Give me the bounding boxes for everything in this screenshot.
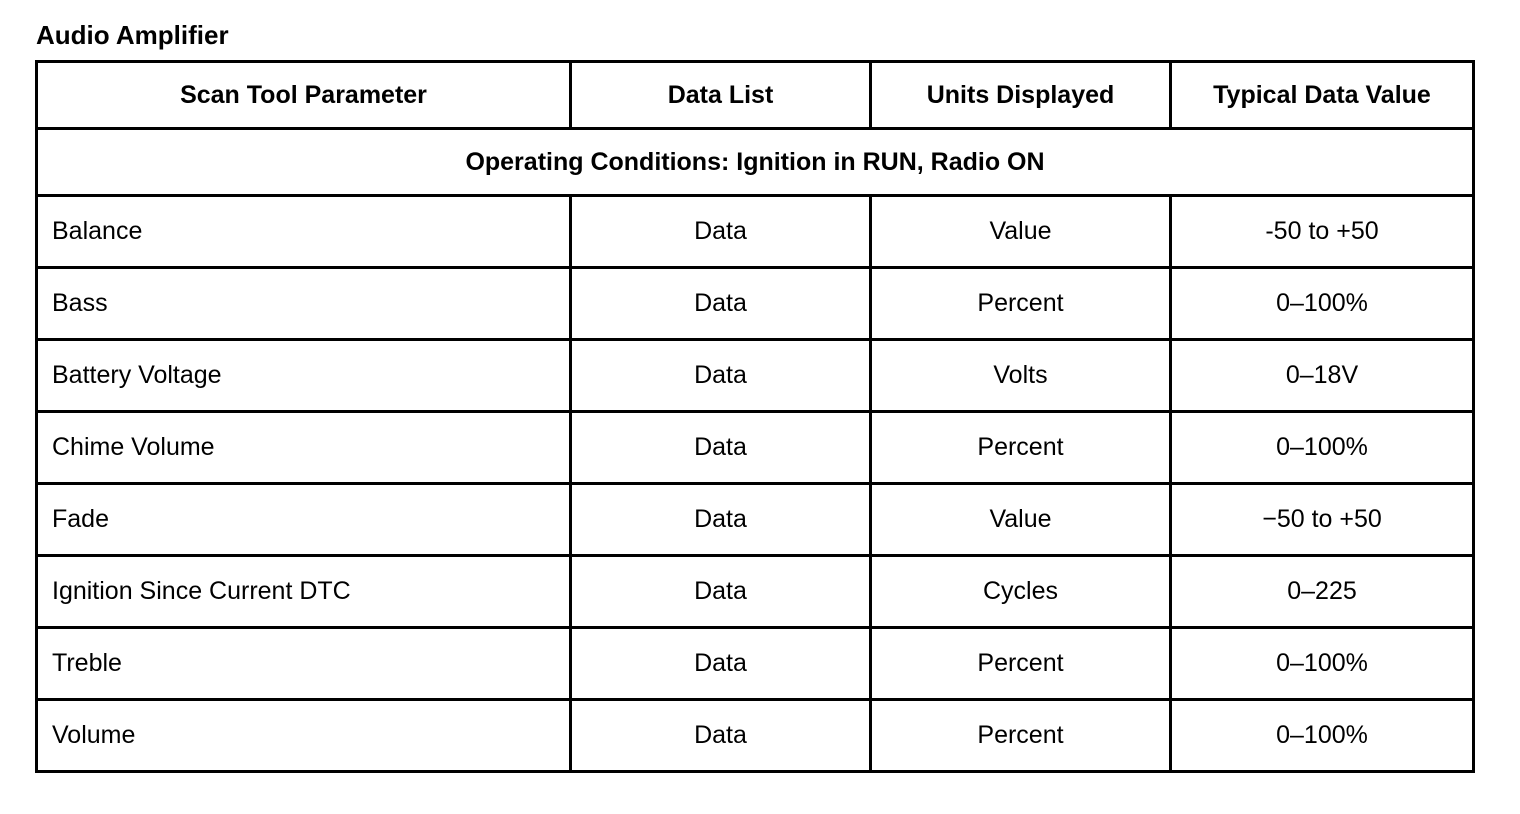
units-cell: Percent [871, 412, 1171, 484]
data-list-cell: Data [571, 556, 871, 628]
table-row [37, 484, 1474, 556]
table-row [37, 628, 1474, 700]
section-row [37, 129, 1474, 196]
header-scan-tool-parameter: Scan Tool Parameter [37, 62, 571, 129]
data-list-cell: Data [571, 412, 871, 484]
header-typical-data-value: Typical Data Value [1171, 62, 1474, 129]
table-row [37, 556, 1474, 628]
units-cell: Percent [871, 268, 1171, 340]
data-list-cell: Data [571, 340, 871, 412]
document-title: Audio Amplifier [36, 20, 229, 50]
parameter-cell: Bass [37, 268, 571, 340]
units-cell: Value [871, 196, 1171, 268]
typical-value-cell: 0–100% [1171, 700, 1474, 772]
header-units-displayed: Units Displayed [871, 62, 1171, 129]
data-list-cell: Data [571, 484, 871, 556]
table-row [37, 700, 1474, 772]
typical-value-cell: 0–18V [1171, 340, 1474, 412]
table-row [37, 412, 1474, 484]
table-row [37, 196, 1474, 268]
data-list-cell: Data [571, 268, 871, 340]
typical-value-cell: -50 to +50 [1171, 196, 1474, 268]
data-list-cell: Data [571, 700, 871, 772]
parameter-cell: Treble [37, 628, 571, 700]
parameter-cell: Fade [37, 484, 571, 556]
table-row [37, 268, 1474, 340]
typical-value-cell: 0–100% [1171, 412, 1474, 484]
parameter-cell: Ignition Since Current DTC [37, 556, 571, 628]
data-list-cell: Data [571, 628, 871, 700]
typical-value-cell: −50 to +50 [1171, 484, 1474, 556]
header-data-list: Data List [571, 62, 871, 129]
table-row [37, 340, 1474, 412]
typical-value-cell: 0–100% [1171, 268, 1474, 340]
parameter-cell: Battery Voltage [37, 340, 571, 412]
typical-value-cell: 0–100% [1171, 628, 1474, 700]
table-header-row [37, 62, 1474, 129]
units-cell: Value [871, 484, 1171, 556]
units-cell: Volts [871, 340, 1171, 412]
data-list-cell: Data [571, 196, 871, 268]
parameter-cell: Balance [37, 196, 571, 268]
parameter-cell: Chime Volume [37, 412, 571, 484]
parameter-cell: Volume [37, 700, 571, 772]
operating-conditions-label: Operating Conditions: Ignition in RUN, Radio ON [37, 129, 1474, 196]
typical-value-cell: 0–225 [1171, 556, 1474, 628]
scan-tool-data-table [35, 60, 1475, 773]
units-cell: Percent [871, 628, 1171, 700]
units-cell: Percent [871, 700, 1171, 772]
units-cell: Cycles [871, 556, 1171, 628]
